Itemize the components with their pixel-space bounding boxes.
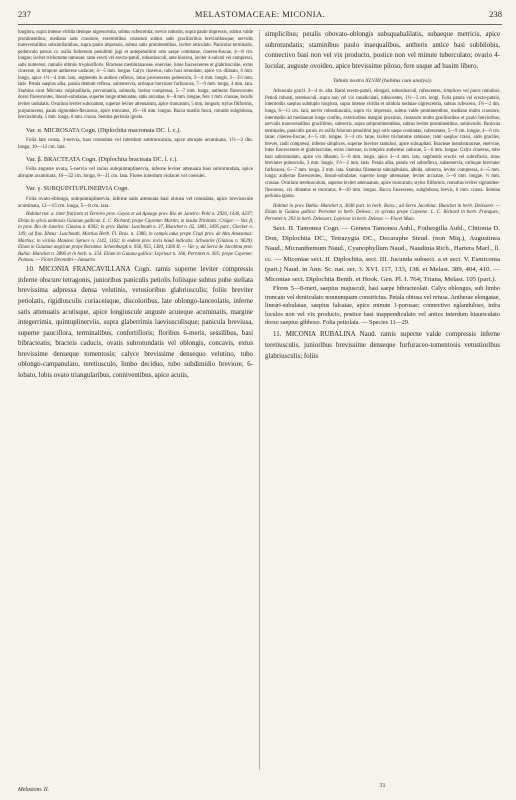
section-tamonea: Sect. II. Tamonea Cogn. — Genera Tamonea Aubl., Fothergilla Aubl., Chitonia D. Don, Diplochita DC., Tetrazygia DC., Decaraphe Steud. (non Miq.), Augustinea Naud., Micranthemum Naud., Cyanophyllum Naud., Naudinia Rich., Hartera Marf., ll. cc. — Miconiae sect. II. Diplochita, sect. III. Jucunda subsect. a et sect. V. Esmiconia (part.) Naud. in Ann. Sc. nat. ser. 3. XVI. 117, 133, 138. et Melast. 389, 404, 410. — Miconiae sect. Diplochita Benth. et Hook. Gen. Pl. I. 764; Triana, Melast. 105 (part.).: [265, 224, 500, 284]
plate-reference: Tabula nostra XLVIII (habitus cum analysi).: [332, 78, 433, 85]
species-9-description: longiora, supra intense viridia denique nigrescentia, subtus rufescentia; nervis robustis, supra paulo impressis, subtus valde prominentibus, mediano satis crassiore, extermitibus costarum subtus satis gracilioribus breviaribusque; nervulis transversalibus subsimilantibus, supra paulo impressis, subtus satis prominentibus, laviter reticulato. Panicular terminalis, pedunculo paruis cx axilla folloreum penultimi jugi et antepenultimi orto saepe comitatae, cinereo-fuscae, 4—8 cm. longae; laviter trichotome ramosae; rami erecti vel erecto-patuli, robustiusculi, ante bioreva, laviter 4-sulcati vel compressi, satis numerosi, ramulis ultimis tri-plurifloris. Bracteae membranaceae, enerviae, lutue fuscescentes et glabriusculae, extus cinereae, in tempore antherese caducae, 4—5 mm. longae. Calyx cinereus, tubo basi rotundato, apice vix dilatato, 6 mm. longo, apice 1½—4 mm. lato, segmentis in anthesi reflexis, intus juvenescens pubesculo, 3—4 mm. longis, 2—3½ mm. latis. Petala saepius alba, patula demum reflexa, subrenervia, utrinque breviuter furfuracea, 7—9 mm. longa, 4 mm. lata. Stamina sicut Miconia vulpiquillaria, pervariantia, subnuda, lavitar compressa, 5—7 mm. longa; antherae flavescentes dorso flavescentes, lineari-subulatae, superne longe attenuatae, satis arcuatae, 6—8 mm. longae, fere 1 mm. crassae, loculis leviter undulatis. Ovarium leviter subcuatum, superne leviter attenuatum, apice truncatum, 5 mm. longum; stylus filiformis, purpurascens, paulo sigmoideo-flexuosus, apice truncatus, 16—18 mm. longus. Bacca matilis fusca, rotundo subglobosa, brevissimula, 5 mm. longa, 6 mm. crassa. Semina perlonia ignota.: [18, 30, 253, 121]
page-number-left: 237: [18, 9, 31, 19]
species-10-description: Arbuscula gracil. 3—4 m. alta. Rami erecto-patuli, elongati, robustiusculi, rufescentes, simplices vel parce ramulosi. Petioli robusti, teretiusculi, supra non vel vix canaliculati, rufescentes, 1½—3 cm. longi. Folia patula vel erecto-patula, internodiis saepius subduplo longiora, supra intense viridia et nitidula nodulae nigrescentia, subtus rufescens, 1½—2 dm. longa, 6—11 cm. lata; nervis robustiusculis, supra vix impressis, subtus valde prominentibus, mediano multo crassiore, intermedio ad medianum longe confitu, exterioribus margini proximis, costarum multo gracilioribus et paulo breviorbus; nervulis transversalibus gracillimis, subrectis, supra subprominentibus, subtus leviter prominentibus, subinviolis. Panicula terminales, paniculis paruis ex axilla folorum penultimi jugi ortis saepe comitatae, rufescentes, 5—9 cm. longae, 4—6 cm. latae; cinereo-fuscae, 4—5 cm. longae, 3—4 cm. latae, laviter trichotome ramosae; rami saepius crassi, satis graciles, breves, radii compressi, inferne simplices, superne breviter ramulosi, apice subcapitati. Bracteae membranaceae, enerviae, lutus fuscescentes et glabriusculae, extus cinereae, in tempore antherese caducae, 5—6 mm. longae. Calyx cinereus, tubo basi subrotundato, apice vix dilatato, 5—6 mm. longo, apice 3—4 mm. lato; segmentis erectis vel subreflexis, intus breviuter pubesculis, 3 mm. longis, 1½—2 mm. latis. Petala alba, patula vel subreflexa, subaenervia, utrinque breviuter furfuracea, 6—7 mm. longa, 3 mm. lata. Stamina filamenta subcapitulata, albida, subrecta, leviter compressa, 4—5 mm. longa; antherae flavescentes, lineari-subulatae, superne longe attenuatae, leviter arcuatae, 5—6 mm. longae, ½ mm. crassae. Ovarium teretiusculum, superne leviter attenuatum, apice truncatum; stylus filiformis, remotius leviter sigmoideo-flexuosus, vix dilatatus et truncatus, 8—10 mm. longus. Bacca fuscescens, subglobosa, brevis, 6 mm. crassa. Semina perlonia ignota.: [265, 89, 500, 200]
page-number-right: 238: [489, 9, 502, 19]
habitat-paragraph: Habitat nor. a. inter fruticeta et Terreiro prov. Goyaz et ad Apoago prov. Rio de Janeiro: Pohl n. 2926, 1436, 4237; Ebian in sylvis umbrosis Guianae gallicae: L. C. Richard; prope Cayenne: Martin; in insula Trinitatis: Crüger. — Var. β, in prov. Rio de Janeiro: Glaziou n. 8302; in prov. Bahia: Luschnath n. 37, Blanchet n. 65, 1881, 3495 part., Glocker n. 149; ad fluv. Ilheus: Luschnath, Martius Herb. Fl. Bras. n. 1386; in campis adus prope Cruzi prov. de Alto Amazonas: Martius; in vicinio Manáos: Spruce n. 1142, 1162; in eadem prov. locis haud indicatis: Schwacke (Glaziou n. 9629). Eliam in Guianae anglicae prope Roraima: Schomburgk n. 956, 955, 1384, 1360 II. — Var. γ, ad Serra de Jacobina prov. Bahia: Blanchet n. 3806 et in herb. n. 354. Eliam in Guiana gallica: Leprieur n. 166, Perrottet n. 305; prope Cayenne: Poiteau. — Floret Decembri—Januario: [18, 211, 253, 264]
variety-beta-description: Folia anguste ovata, 5-nervia vel rarius subquintuplinervia, inferne leviter attenuata basi subrotundata, apice abrupte acuminata, 16—22 cm. longa, 8—11 cm. lata. Flores interdum violacei vel coerulei.: [18, 166, 253, 180]
species-11-diagnosis: 11. MICONIA RUBALINA Naud. ramis superne valde compressis inferne teretiusculis, junioribus brevissime denseque furfuraceo-tomentosis vetustioribus glabriusculis; foliis: [265, 331, 500, 360]
section-characters: Flores 5—8-meri, saepius majusculi, basi saepe bibracteolati. Calyx oblongus, sub limbo truncato vel denticulato nonnunquam constrictus. Petala obtusa vel retusa. Antherae elongatae, lineari-subulatae, saepius falcatae, apice minute 1-porosae; connectivo eglanduloso, infra loculos non vel vix producto, postice basi inappendiculato vel antice interdum biauriculato dorso saepius gibboso. Folia petiolata. — Species 11—29.: [265, 285, 500, 327]
habitat-paragraph-right: Habitat in prov. Bahia: Blanchet n. 3640 part. in herb. Boiss.; ad Serra Jacobina: Blanchet in herb. Delessert. — Eliam in Guiana gallica: Perrottet in herb. Delessr.; in sylvula prope Cayenne: L. C. Richard in herb. Franquev., Perrottet n. 293 in herb. Delessert, Leprieur in herb. Delessr. — Floret Maio.: [265, 203, 500, 222]
running-title: MELASTOMACEAE: MICONIA.: [194, 9, 326, 19]
left-column: [18, 30, 253, 385]
sheet-number: 31: [379, 783, 386, 789]
variety-gamma-description: Folia ovato-oblonga, subquintuplinervia, inferne satis attenuata basi obtusa vel rotundata, apice breviuscule acuminata, 12—15 cm. longa, 5—8 cm. lata.: [18, 195, 253, 209]
column-divider: [259, 30, 260, 770]
page-header: [18, 9, 502, 25]
variety-alpha-heading: Var. α. MICROSATA Cogn. (Diplochita macronata DC. l. c.).: [26, 126, 181, 134]
variety-gamma-heading: Var. γ. SUBQUINTUPLINERVIA Cogn.: [26, 185, 130, 193]
signature-mark: Melastom. II.: [18, 787, 50, 793]
variety-beta-heading: Var. β. BRACTEATA Cogn. (Diplochita bracteata DC. l. c.).: [26, 156, 178, 164]
variety-alpha-description: Folia late ovata, 3-nervia, basi rotundata vel interdum subtruncatula, apice abrupte acuminata, 1½—2 dm. longa, 10—12 cm. lata.: [18, 137, 253, 151]
species-10-diagnosis: 10. MICONIA FRANCAVILLANA Cogn. ramis superne leviter compressis inferne obscure tetragonis, junioribus paniculis petiolis foliisque subtus pube stellata brevissima adpressa densa velutinis, vetusioribus glabriusculis; foliis breviter petiolatis, rigidiusculis coriaceisque, discoloribus, late oblongo-lanceolatis, inferne satis attenuatis acutisque, apice longiuscule anguste acuteque acuminatis, margine integerrimis, quintuplinerviis, supra glaberrimis laeviusculisque; panicula breviusa, superne pauciflora, terminalibus, confertifloris; floribus 6-meris, sessilibus, basi bibracteatis; bracteis caducis, ovatis subrotundatis vel oblongis, concavis, extus brevissime denseque tomentosis; calyce brevissime densequo velutino, tubo oblongo-campanulato, teretiusculo, limbo deciduo, tubo subdimidio breviore, 6-lobato, lobis ovato triangularibus, conniventibus, apice acutis,: [18, 266, 253, 380]
right-column: [265, 30, 500, 365]
diagnosis-continuation: simplicibus; petalis obovato-oblongis subsquabalilatis, subaeque metricis, apice subrotundatis; staminibus paulo inaequalibus, antheris antice basi subbilobis, connectivo basi non vel vix producto, postice non vel minute tuberculato; ovario 4-locular, auguste ovoideo, apice brevissime piloso, fere usque ad basim libero.: [265, 31, 500, 70]
